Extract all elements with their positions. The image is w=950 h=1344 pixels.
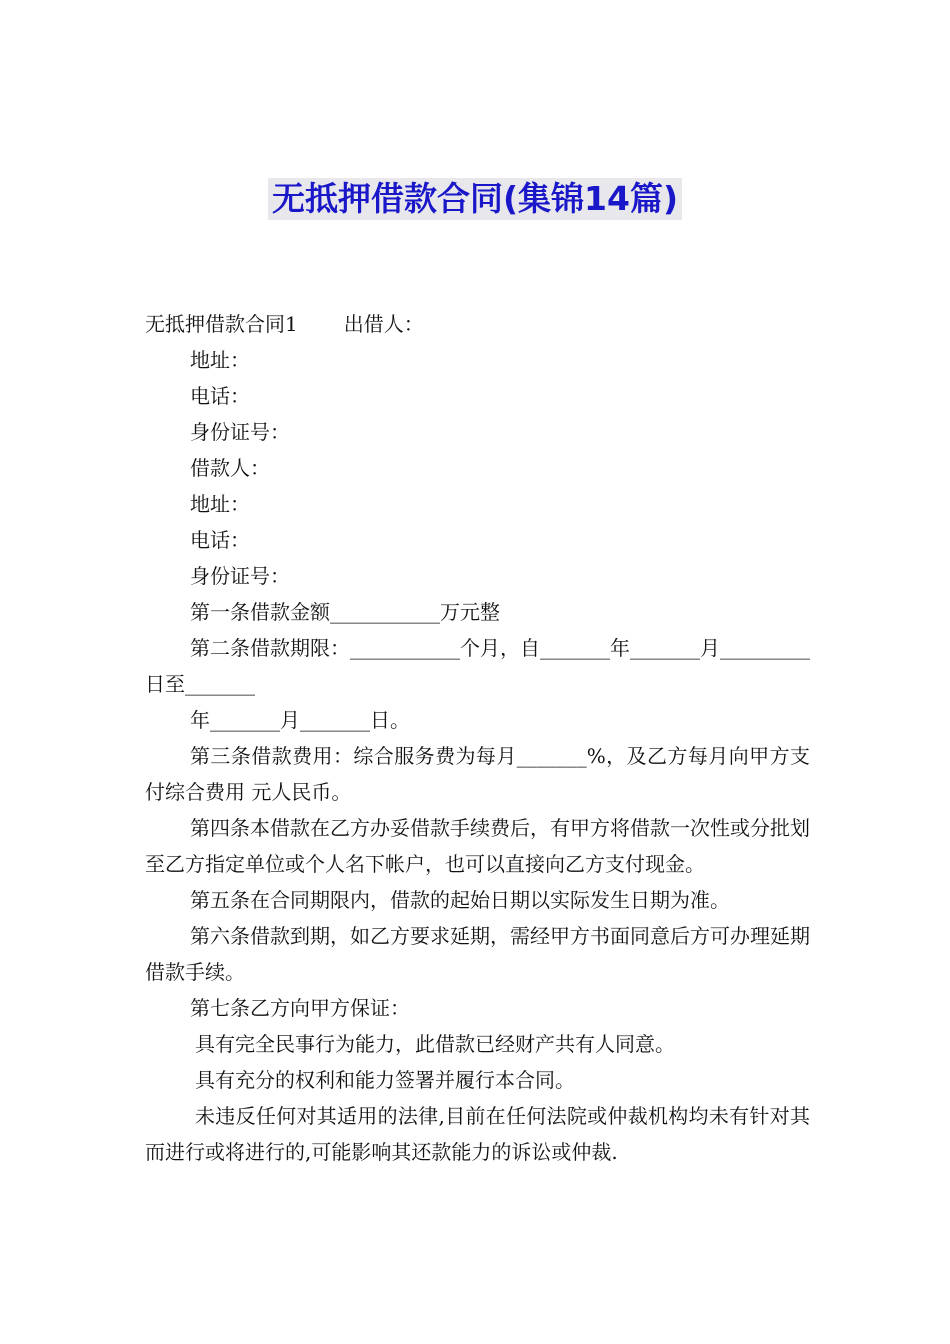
article-5-start-date: 第五条在合同期限内，借款的起始日期以实际发生日期为准。 xyxy=(190,888,730,912)
lender-label: 出借人： xyxy=(343,312,424,336)
article-2-term: 第二条借款期限：___________个月，自_______年_______月_________日至_______ xyxy=(145,636,810,696)
article-4-disbursement: 第四条本借款在乙方办妥借款手续费后，有甲方将借款一次性或分批划至乙方指定单位或个人名下帐户，也可以直接向乙方支付现金。 xyxy=(145,816,810,876)
article-7-guarantee: 第七条乙方向甲方保证： xyxy=(190,996,410,1020)
title-block xyxy=(0,178,950,220)
lender-address-line: 地址： xyxy=(190,348,250,372)
borrower-label-line: 借款人： xyxy=(190,456,270,480)
lender-phone-line: 电话： xyxy=(190,384,250,408)
article-6-extension: 第六条借款到期，如乙方要求延期，需经甲方书面同意后方可办理延期借款手续。 xyxy=(145,924,810,984)
article-3-fees: 第三条借款费用：综合服务费为每月_______%，及乙方每月向甲方支付综合费用 元人民币。 xyxy=(145,744,810,804)
guarantee-item-no-litigation: 未违反任何对其适用的法律,目前在任何法院或仲裁机构均未有针对其而进行或将进行的,可能影响其还款能力的诉讼或仲裁. xyxy=(145,1104,810,1164)
contract-number: 无抵押借款合同1 xyxy=(145,312,298,336)
borrower-id-line: 身份证号： xyxy=(190,564,290,588)
guarantee-item-authority: 具有充分的权利和能力签署并履行本合同。 xyxy=(195,1068,575,1092)
lender-id-line: 身份证号： xyxy=(190,420,290,444)
document-body xyxy=(145,306,810,1170)
document-title: 无抵押借款合同(集锦14篇) xyxy=(268,178,682,220)
contract-heading xyxy=(145,306,810,342)
borrower-phone-line: 电话： xyxy=(190,528,250,552)
article-2-term-end: 年_______月_______日。 xyxy=(190,708,410,732)
borrower-address-line: 地址： xyxy=(190,492,250,516)
guarantee-item-capacity: 具有完全民事行为能力，此借款已经财产共有人同意。 xyxy=(195,1032,675,1056)
article-1-amount: 第一条借款金额___________万元整 xyxy=(190,600,500,624)
